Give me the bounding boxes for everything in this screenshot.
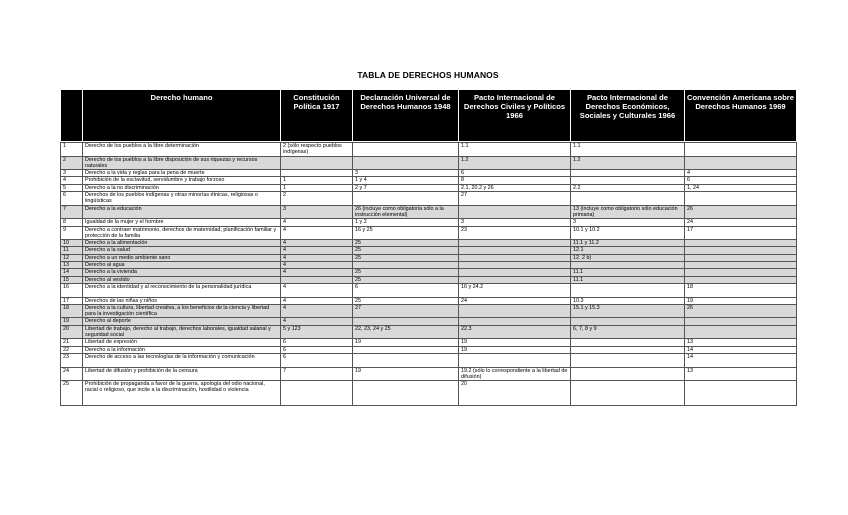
cell-constitution-1917: 4 [281,283,353,297]
row-number: 1 [61,143,83,157]
right-name: Derecho a la información [83,346,281,353]
table-row [61,254,797,261]
cell-civil-political-1966: 27 [459,192,571,206]
cell-civil-political-1966 [459,247,571,254]
cell-economic-social-1966 [571,353,685,367]
right-name: Derecho al deporte [83,318,281,325]
row-number: 12 [61,254,83,261]
right-name: Derecho a la vida y reglas para la pena de muerte [83,170,281,177]
cell-constitution-1917 [281,276,353,283]
table-body [61,141,797,406]
right-name: Derecho al vestido [83,276,281,283]
row-number: 22 [61,346,83,353]
table-row [61,184,797,191]
cell-civil-political-1966: 1.2 [459,156,571,170]
right-name: Derecho a contraer matrimonio, derechos de maternidad, planificación familiar y protección de la familia [83,226,281,240]
table-row [61,247,797,254]
cell-constitution-1917: 4 [281,318,353,325]
table-row [61,156,797,170]
cell-economic-social-1966: 1.1 [571,143,685,157]
row-number: 14 [61,269,83,276]
cell-declaration-1948: 25 [353,276,459,283]
cell-american-convention-1969 [685,381,797,406]
cell-civil-political-1966: 2.1, 20.2 y 26 [459,184,571,191]
cell-economic-social-1966: 2.2 [571,184,685,191]
cell-constitution-1917: 3 [281,205,353,219]
cell-economic-social-1966: 15.1 y 15.3 [571,304,685,318]
row-number: 7 [61,205,83,219]
cell-civil-political-1966: 1.1 [459,143,571,157]
cell-civil-political-1966: 20 [459,381,571,406]
row-number: 8 [61,219,83,226]
cell-economic-social-1966: 12. 2 b) [571,254,685,261]
right-name: Derecho a un medio ambiente sano [83,254,281,261]
cell-american-convention-1969: 26 [685,205,797,219]
table-row [61,339,797,346]
table-row [61,304,797,318]
header-constitution-1917: Constitución Política 1917 [281,90,353,141]
cell-declaration-1948: 19 [353,367,459,381]
cell-declaration-1948 [353,381,459,406]
cell-american-convention-1969 [685,276,797,283]
row-number: 21 [61,339,83,346]
cell-constitution-1917: 2 (sólo respecto pueblos indígenas) [281,143,353,157]
cell-declaration-1948 [353,353,459,367]
cell-declaration-1948 [353,318,459,325]
cell-declaration-1948: 25 [353,240,459,247]
right-name: Igualdad de la mujer y el hombre [83,219,281,226]
cell-economic-social-1966: 12.1 [571,247,685,254]
cell-economic-social-1966 [571,339,685,346]
table-row [61,318,797,325]
cell-economic-social-1966 [571,192,685,206]
cell-declaration-1948: 25 [353,254,459,261]
row-number: 6 [61,192,83,206]
cell-economic-social-1966: 6, 7, 8 y 9 [571,325,685,339]
row-number: 2 [61,156,83,170]
cell-constitution-1917: 4 [281,297,353,304]
row-number: 15 [61,276,83,283]
cell-civil-political-1966: 19 [459,339,571,346]
cell-civil-political-1966: 19.2 (sólo lo correspondiente a la libertad de difusión) [459,367,571,381]
header-economic-social-1966: Pacto Internacional de Derechos Económicos, Sociales y Culturales 1966 [571,90,685,141]
table-row [61,143,797,157]
cell-american-convention-1969: 1, 24 [685,184,797,191]
cell-constitution-1917: 4 [281,269,353,276]
table-row [61,353,797,367]
row-number: 17 [61,297,83,304]
cell-constitution-1917: 6 [281,339,353,346]
cell-economic-social-1966 [571,177,685,184]
right-name: Derecho de los pueblos a la libre disposición de sus riquezas y recursos naturales [83,156,281,170]
cell-american-convention-1969: 13 [685,367,797,381]
document-title: TABLA DE DERECHOS HUMANOS [357,70,499,80]
right-name: Derecho a la cultura, libertad creativa, a los beneficios de la ciencia y libertad para la investigación científica [83,304,281,318]
cell-constitution-1917 [281,170,353,177]
right-name: Prohibición de la esclavitud, servidumbre y trabajo forzoso [83,177,281,184]
cell-american-convention-1969: 19 [685,297,797,304]
row-number: 5 [61,184,83,191]
right-name: Derecho a la identidad y al reconocimiento de la personalidad jurídica [83,283,281,297]
table-row [61,367,797,381]
header-civil-political-1966: Pacto Internacional de Derechos Civiles y Políticos 1966 [459,90,571,141]
table-row [61,381,797,406]
cell-american-convention-1969: 14 [685,353,797,367]
table-row [61,192,797,206]
cell-constitution-1917: 4 [281,304,353,318]
table-row [61,262,797,269]
table-row [61,346,797,353]
row-number: 11 [61,247,83,254]
cell-civil-political-1966 [459,276,571,283]
cell-economic-social-1966 [571,283,685,297]
cell-constitution-1917: 4 [281,262,353,269]
table-row [61,269,797,276]
table-row [61,226,797,240]
right-name: Derecho de los pueblos a la libre determinación [83,143,281,157]
cell-constitution-1917: 6 [281,346,353,353]
cell-economic-social-1966: 11.1 [571,276,685,283]
cell-declaration-1948: 2 y 7 [353,184,459,191]
cell-american-convention-1969: 17 [685,226,797,240]
right-name: Libertad de expresión [83,339,281,346]
cell-constitution-1917: 1 [281,184,353,191]
cell-civil-political-1966 [459,262,571,269]
cell-civil-political-1966 [459,205,571,219]
cell-economic-social-1966 [571,346,685,353]
cell-declaration-1948: 27 [353,304,459,318]
cell-declaration-1948 [353,143,459,157]
cell-economic-social-1966: 13 (incluye como obligatorio sólo educación primaria) [571,205,685,219]
cell-civil-political-1966: 8 [459,177,571,184]
cell-economic-social-1966: 11.1 [571,269,685,276]
cell-american-convention-1969 [685,156,797,170]
cell-declaration-1948 [353,192,459,206]
cell-civil-political-1966: 24 [459,297,571,304]
row-number: 16 [61,283,83,297]
right-name: Derecho a la no discriminación [83,184,281,191]
cell-declaration-1948 [353,262,459,269]
table-row [61,219,797,226]
cell-economic-social-1966 [571,170,685,177]
right-name: Libertad de difusión y prohibición de la censura [83,367,281,381]
cell-civil-political-1966: 23 [459,226,571,240]
table-row [61,205,797,219]
cell-american-convention-1969: 24 [685,219,797,226]
row-number: 24 [61,367,83,381]
row-number: 10 [61,240,83,247]
cell-declaration-1948: 25 [353,247,459,254]
table-row [61,170,797,177]
cell-american-convention-1969 [685,254,797,261]
cell-civil-political-1966 [459,353,571,367]
right-name: Derecho de acceso a las tecnologías de la información y comunicación [83,353,281,367]
cell-civil-political-1966 [459,269,571,276]
cell-civil-political-1966 [459,240,571,247]
cell-constitution-1917: 7 [281,367,353,381]
cell-civil-political-1966: 19 [459,346,571,353]
cell-declaration-1948: 6 [353,283,459,297]
cell-american-convention-1969: 13 [685,339,797,346]
cell-american-convention-1969: 6 [685,177,797,184]
row-number: 13 [61,262,83,269]
cell-economic-social-1966 [571,262,685,269]
row-number: 19 [61,318,83,325]
cell-constitution-1917 [281,156,353,170]
cell-constitution-1917: 6 [281,353,353,367]
cell-civil-political-1966 [459,254,571,261]
row-number: 25 [61,381,83,406]
cell-constitution-1917: 4 [281,240,353,247]
cell-constitution-1917: 4 [281,219,353,226]
human-rights-table [60,90,797,406]
cell-american-convention-1969: 4 [685,170,797,177]
table-row [61,297,797,304]
cell-declaration-1948: 19 [353,339,459,346]
cell-constitution-1917: 1 [281,177,353,184]
cell-american-convention-1969 [685,269,797,276]
cell-civil-political-1966: 3 [459,219,571,226]
cell-economic-social-1966: 1.2 [571,156,685,170]
right-name: Derechos de las niñas y niños [83,297,281,304]
row-number: 20 [61,325,83,339]
cell-constitution-1917: 4 [281,247,353,254]
cell-american-convention-1969 [685,143,797,157]
header-number [61,90,83,141]
header-american-convention-1969: Convención Americana sobre Derechos Humanos 1969 [685,90,797,141]
cell-declaration-1948: 1 y 4 [353,177,459,184]
cell-constitution-1917: 5 y 123 [281,325,353,339]
cell-declaration-1948: 25 [353,269,459,276]
right-name: Libertad de trabajo, derecho al trabajo, derechos laborales, igualdad salarial y seguridad social [83,325,281,339]
table-row [61,325,797,339]
cell-declaration-1948: 1 y 2 [353,219,459,226]
cell-american-convention-1969 [685,192,797,206]
cell-american-convention-1969 [685,240,797,247]
row-number: 23 [61,353,83,367]
table-row [61,276,797,283]
header-declaration-1948: Declaración Universal de Derechos Humanos 1948 [353,90,459,141]
cell-american-convention-1969 [685,318,797,325]
row-number: 18 [61,304,83,318]
cell-declaration-1948: 22, 23, 24 y 25 [353,325,459,339]
cell-declaration-1948: 26 (incluye como obligatoria sólo a la instrucción elemental) [353,205,459,219]
table-row [61,177,797,184]
cell-constitution-1917: 4 [281,226,353,240]
cell-american-convention-1969 [685,247,797,254]
row-number: 3 [61,170,83,177]
table-row [61,283,797,297]
cell-civil-political-1966: 22.3 [459,325,571,339]
cell-american-convention-1969: 26 [685,304,797,318]
cell-economic-social-1966: 11.1 y 11.2 [571,240,685,247]
right-name: Derecho al agua [83,262,281,269]
cell-american-convention-1969 [685,325,797,339]
header-right: Derecho humano [83,90,281,141]
cell-civil-political-1966 [459,318,571,325]
cell-civil-political-1966: 6 [459,170,571,177]
row-number: 9 [61,226,83,240]
cell-economic-social-1966: 10.1 y 10.2 [571,226,685,240]
cell-constitution-1917 [281,381,353,406]
cell-economic-social-1966: 10.3 [571,297,685,304]
cell-declaration-1948: 3 [353,170,459,177]
cell-american-convention-1969: 18 [685,283,797,297]
cell-declaration-1948 [353,346,459,353]
right-name: Derecho a la salud [83,247,281,254]
cell-american-convention-1969: 14 [685,346,797,353]
cell-economic-social-1966 [571,318,685,325]
cell-economic-social-1966 [571,381,685,406]
table-row [61,240,797,247]
cell-declaration-1948: 25 [353,297,459,304]
cell-constitution-1917: 2 [281,192,353,206]
cell-civil-political-1966: 16 y 24.2 [459,283,571,297]
cell-civil-political-1966 [459,304,571,318]
right-name: Derechos de los pueblos indígenas y otras minorías étnicas, religiosas o lingüísticas [83,192,281,206]
cell-american-convention-1969 [685,262,797,269]
cell-economic-social-1966: 3 [571,219,685,226]
right-name: Derecho a la alimentación [83,240,281,247]
right-name: Prohibición de propaganda a favor de la guerra, apología del odio nacional, racial o religioso, que incite a la discriminación, hostilidad o violencia [83,381,281,406]
right-name: Derecho a la educación [83,205,281,219]
right-name: Derecho a la vivienda [83,269,281,276]
cell-constitution-1917: 4 [281,254,353,261]
table-header-row [61,90,797,141]
row-number: 4 [61,177,83,184]
cell-declaration-1948: 16 y 25 [353,226,459,240]
cell-economic-social-1966 [571,367,685,381]
cell-declaration-1948 [353,156,459,170]
